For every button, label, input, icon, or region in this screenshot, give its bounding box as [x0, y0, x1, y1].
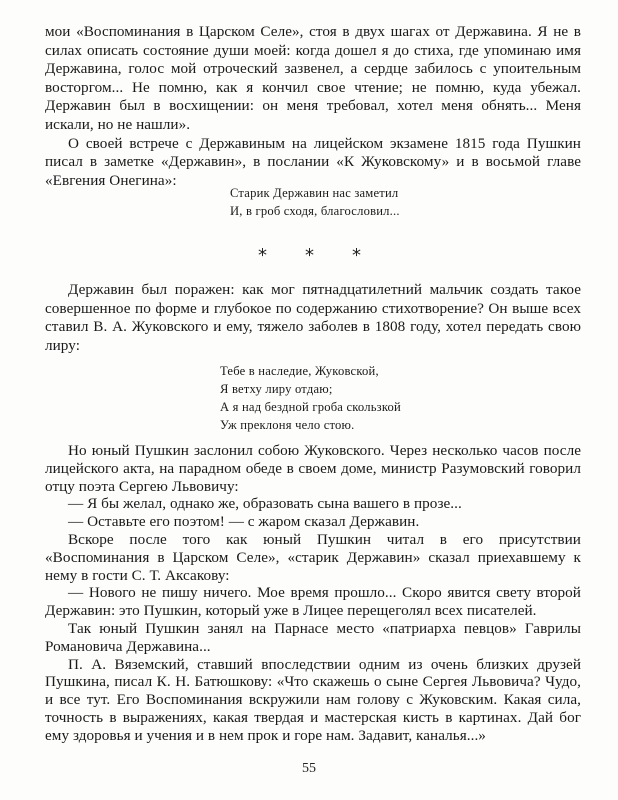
paragraph-continuation: мои «Воспоминания в Царском Селе», стоя в двух шагах от Державина. Я не в силах описать состояние души моей: когда дошел я до стиха, где упоминаю имя Державина, голос мой отроческий зазвенел, а сердце забилось с упоительным восторгом... Не помню, как я кончил свое чтение; не помню, куда убежал. Державин был в восхищении: он меня требовал, хотел меня обнять... Меня искали, но не нашли».	[45, 23, 581, 133]
poem-quote-derzhavin	[220, 362, 401, 434]
asterisk-icon: *	[305, 245, 314, 266]
section-separator	[0, 245, 618, 265]
paragraph: Но юный Пушкин заслонил собою Жуковского. Через несколько часов после лицейского акта, на парадном обеде в своем доме, министр Разумовский говорил отцу поэта Сергею Львовичу:	[45, 442, 581, 495]
poem-line: Старик Державин нас заметил	[230, 186, 399, 200]
dialog-line: — Нового не пишу ничего. Мое время прошло... Скоро явится свету второй Державин: это Пушкин, который уже в Лицее перещеголял всех писателей.	[45, 584, 581, 620]
poem-line: Тебе в наследие, Жуковской,	[220, 364, 379, 378]
poem-line: Я ветху лиру отдаю;	[220, 382, 333, 396]
dialog-line: — Оставьте его поэтом! — с жаром сказал Державин.	[68, 513, 420, 531]
text-block-top	[45, 23, 581, 190]
paragraph: Так юный Пушкин занял на Парнасе место «патриарха певцов» Гаврилы Романовича Державина...	[45, 619, 581, 655]
paragraph: О своей встрече с Державиным на лицейском экзамене 1815 года Пушкин писал в заметке «Державин», в послании «К Жуковскому» и в восьмой главе «Евгения Онегина»:	[45, 134, 581, 189]
asterisk-icon: *	[258, 245, 267, 266]
poem-line: Уж преклоня чело стою.	[220, 418, 355, 432]
paragraph: П. А. Вяземский, ставший впоследствии одним из очень близких друзей Пушкина, писал К. Н. Батюшкову: «Что скажешь о сыне Сергея Львовича? Чудо, и все тут. Его Воспоминания вскружили нам голову с Жуковским. Какая сила, точность в выражениях, какая твердая и мастерская кисть в картинах. Дай бог ему здоровья и учения и в нем прок и горе нам. Задавит, каналья...»	[45, 655, 581, 744]
paragraph: Вскоре после того как юный Пушкин читал в его присутствии «Воспоминания в Царском Селе», «старик Державин» сказал приехавшему к нему в гости С. Т. Аксакову:	[45, 530, 581, 584]
paragraph: Державин был поражен: как мог пятнадцатилетний мальчик создать такое совершенное по форме и глубокое по содержанию стихотворение? Он выше всех ставил В. А. Жуковского и ему, тяжело заболев в 1808 году, хотел передать свою лиру:	[45, 281, 581, 354]
poem-line: И, в гроб сходя, благословил...	[230, 204, 400, 218]
page-number: 55	[302, 761, 316, 776]
asterisk-icon: *	[352, 245, 361, 266]
dialog-line: — Я бы желал, однако же, образовать сына вашего в прозе...	[68, 495, 462, 513]
poem-line: А я над бездной гроба скользкой	[220, 400, 401, 414]
text-block-middle	[45, 281, 581, 355]
text-block-bottom	[45, 442, 581, 745]
poem-quote-onegin	[230, 184, 400, 220]
